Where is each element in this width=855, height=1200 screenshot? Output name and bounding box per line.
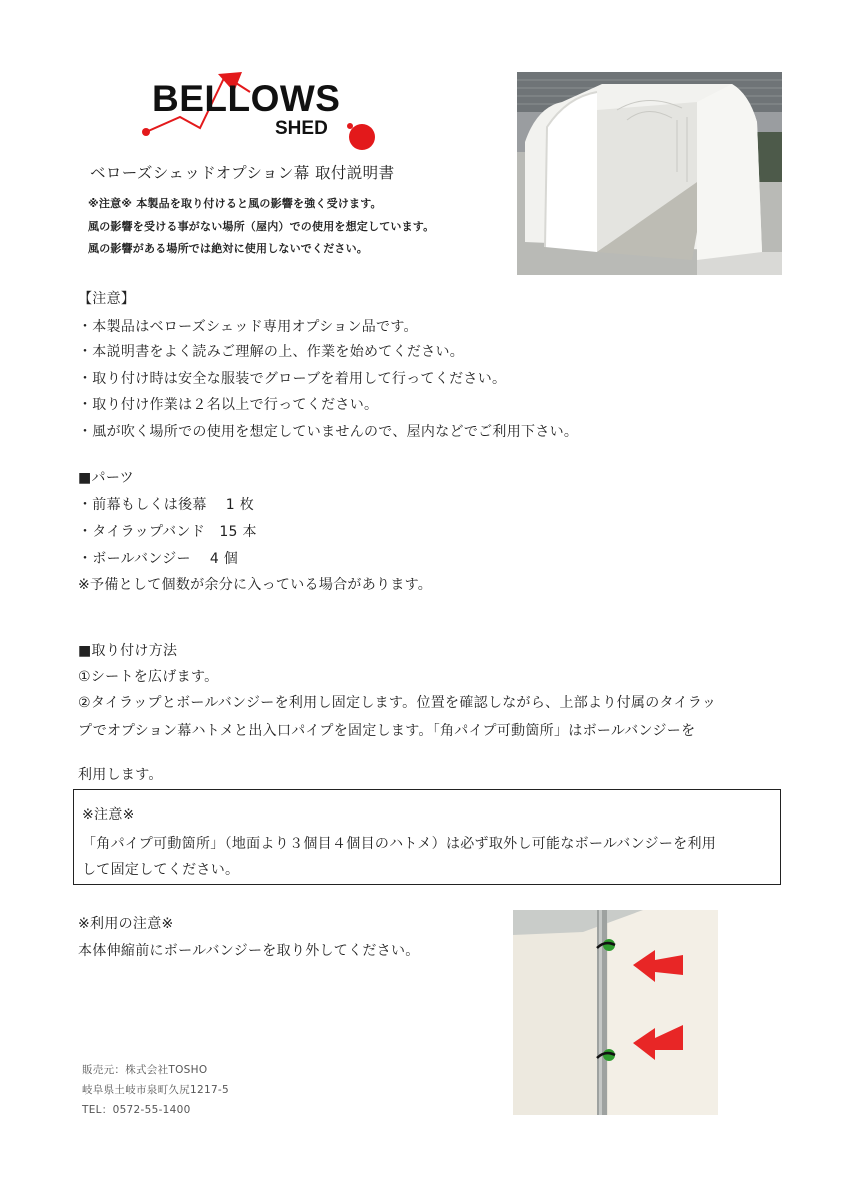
caution-item: ・取り付け作業は２名以上で行ってください。 [78, 397, 379, 413]
install-step: ②タイラップとボールバンジーを利用し固定します。位置を確認しながら、上部より付属のタイラッ [78, 695, 717, 711]
usage-note-title: ※利用の注意※ [78, 916, 174, 932]
bellows-shed-logo [130, 70, 380, 150]
install-step: ①シートを広げます。 [78, 669, 219, 685]
logo-bellows-text: BELLOWS [152, 78, 341, 119]
parts-item: ・前幕もしくは後幕 1 枚 [78, 497, 255, 513]
company-phone: TEL：0572-55-1400 [82, 1104, 191, 1116]
usage-note-text: 本体伸縮前にボールバンジーを取り外してください。 [78, 943, 420, 959]
install-heading: ■取り付け方法 [78, 643, 178, 659]
caution-item: ・本製品はベローズシェッド専用オプション品です。 [78, 319, 418, 335]
company-name: 販売元：株式会社TOSHO [82, 1064, 208, 1076]
header-notice-line: 風の影響がある場所では絶対に使用しないでください。 [88, 242, 368, 255]
parts-heading: ■パーツ [78, 470, 134, 486]
caution-item: ・取り付け時は安全な服装でグローブを着用して行ってください。 [78, 371, 507, 387]
logo-shed-text: SHED [275, 118, 328, 139]
header-notice-line: ※注意※ 本製品を取り付けると風の影響を強く受けます。 [88, 197, 382, 210]
caution-box [73, 789, 781, 885]
caution-box-line: して固定してください。 [82, 862, 240, 878]
caution-item: ・風が吹く場所での使用を想定していませんので、屋内などでご利用下さい。 [78, 424, 579, 440]
document-title: ベローズシェッドオプション幕 取付説明書 [90, 164, 395, 182]
parts-item: ・タイラップバンド 15 本 [78, 524, 257, 540]
ball-bungee-photo [513, 910, 718, 1115]
parts-note: ※予備として個数が余分に入っている場合があります。 [78, 577, 433, 593]
header-notice-line: 風の影響を受ける事がない場所（屋内）での使用を想定しています。 [88, 220, 435, 233]
company-address: 岐阜県土岐市泉町久尻1217-5 [82, 1084, 229, 1096]
caution-box-title: ※注意※ [82, 807, 135, 823]
install-step: 利用します。 [78, 767, 163, 783]
parts-item: ・ボールバンジー 4 個 [78, 551, 239, 567]
tent-photo [517, 72, 782, 275]
caution-box-line: 「角パイプ可動箇所」（地面より３個目４個目のハトメ）は必ず取外し可能なボールバンジーを利用 [82, 836, 717, 852]
caution-item: ・本説明書をよく読みご理解の上、作業を始めてください。 [78, 344, 465, 360]
install-step: プでオプション幕ハトメと出入口パイプを固定します。「角パイプ可動箇所」はボールバンジーを [78, 723, 696, 739]
caution-heading: 【注意】 [78, 291, 136, 307]
